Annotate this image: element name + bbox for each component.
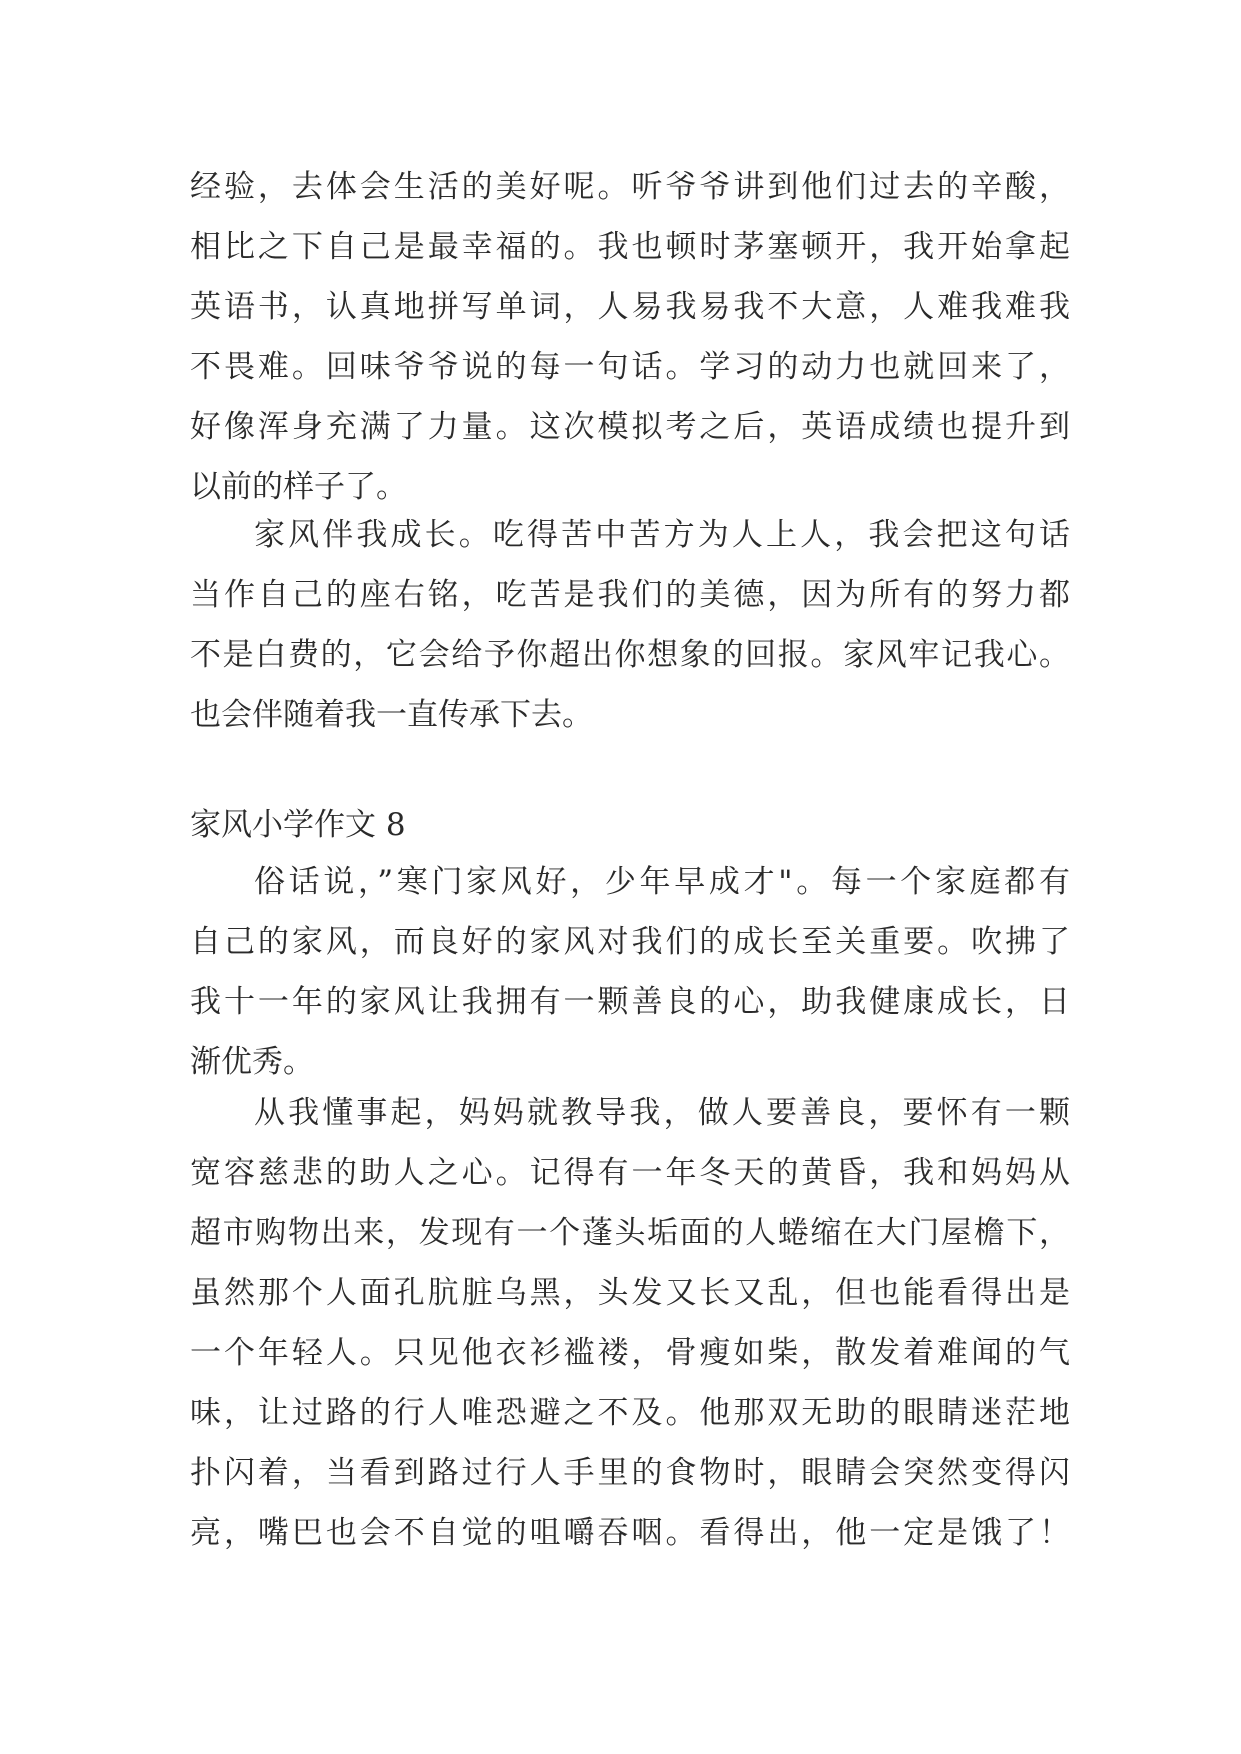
text-line: 相比之下自己是最幸福的。我也顿时茅塞顿开，我开始拿起 — [190, 229, 1070, 265]
text-line: 一个年轻人。只见他衣衫褴褛，骨瘦如柴，散发着难闻的气 — [190, 1335, 1070, 1371]
text-line: 扑闪着，当看到路过行人手里的食物时，眼睛会突然变得闪 — [190, 1455, 1070, 1491]
text-line: 超市购物出来，发现有一个蓬头垢面的人蜷缩在大门屋檐下， — [190, 1215, 1070, 1251]
text-line: 以前的样子了。 — [190, 469, 407, 505]
paragraph-family-growth — [190, 505, 1070, 745]
text-line: 虽然那个人面孔肮脏乌黑，头发又长又乱，但也能看得出是 — [190, 1275, 1070, 1311]
paragraph-continued — [190, 157, 1070, 517]
text-line: 渐优秀。 — [190, 1044, 314, 1080]
section-heading: 家风小学作文 8 — [190, 807, 406, 843]
text-line: 当作自己的座右铭，吃苦是我们的美德，因为所有的努力都 — [190, 577, 1070, 613]
text-line: 味，让过路的行人唯恐避之不及。他那双无助的眼睛迷茫地 — [190, 1395, 1070, 1431]
paragraph-proverb — [190, 852, 1070, 1092]
text-line: 从我懂事起，妈妈就教导我，做人要善良，要怀有一颗 — [254, 1095, 1070, 1131]
text-line: 家风伴我成长。吃得苦中苦方为人上人，我会把这句话 — [254, 517, 1070, 553]
text-line: 亮，嘴巴也会不自觉的咀嚼吞咽。看得出，他一定是饿了！ — [190, 1515, 1070, 1551]
text-line: 我十一年的家风让我拥有一颗善良的心，助我健康成长，日 — [190, 984, 1070, 1020]
text-line: 也会伴随着我一直传承下去。 — [190, 697, 593, 733]
paragraph-kindness-story — [190, 1083, 1070, 1563]
text-line: 经验，去体会生活的美好呢。听爷爷讲到他们过去的辛酸， — [190, 169, 1070, 205]
text-line: 宽容慈悲的助人之心。记得有一年冬天的黄昏，我和妈妈从 — [190, 1155, 1070, 1191]
text-line: 不畏难。回味爷爷说的每一句话。学习的动力也就回来了， — [190, 349, 1070, 385]
text-line: 俗话说，”寒门家风好，少年早成才"。每一个家庭都有 — [254, 864, 1070, 900]
text-line: 好像浑身充满了力量。这次模拟考之后，英语成绩也提升到 — [190, 409, 1070, 445]
text-line: 不是白费的，它会给予你超出你想象的回报。家风牢记我心。 — [190, 637, 1070, 673]
text-line: 自己的家风，而良好的家风对我们的成长至关重要。吹拂了 — [190, 924, 1070, 960]
text-line: 英语书，认真地拼写单词，人易我易我不大意，人难我难我 — [190, 289, 1070, 325]
